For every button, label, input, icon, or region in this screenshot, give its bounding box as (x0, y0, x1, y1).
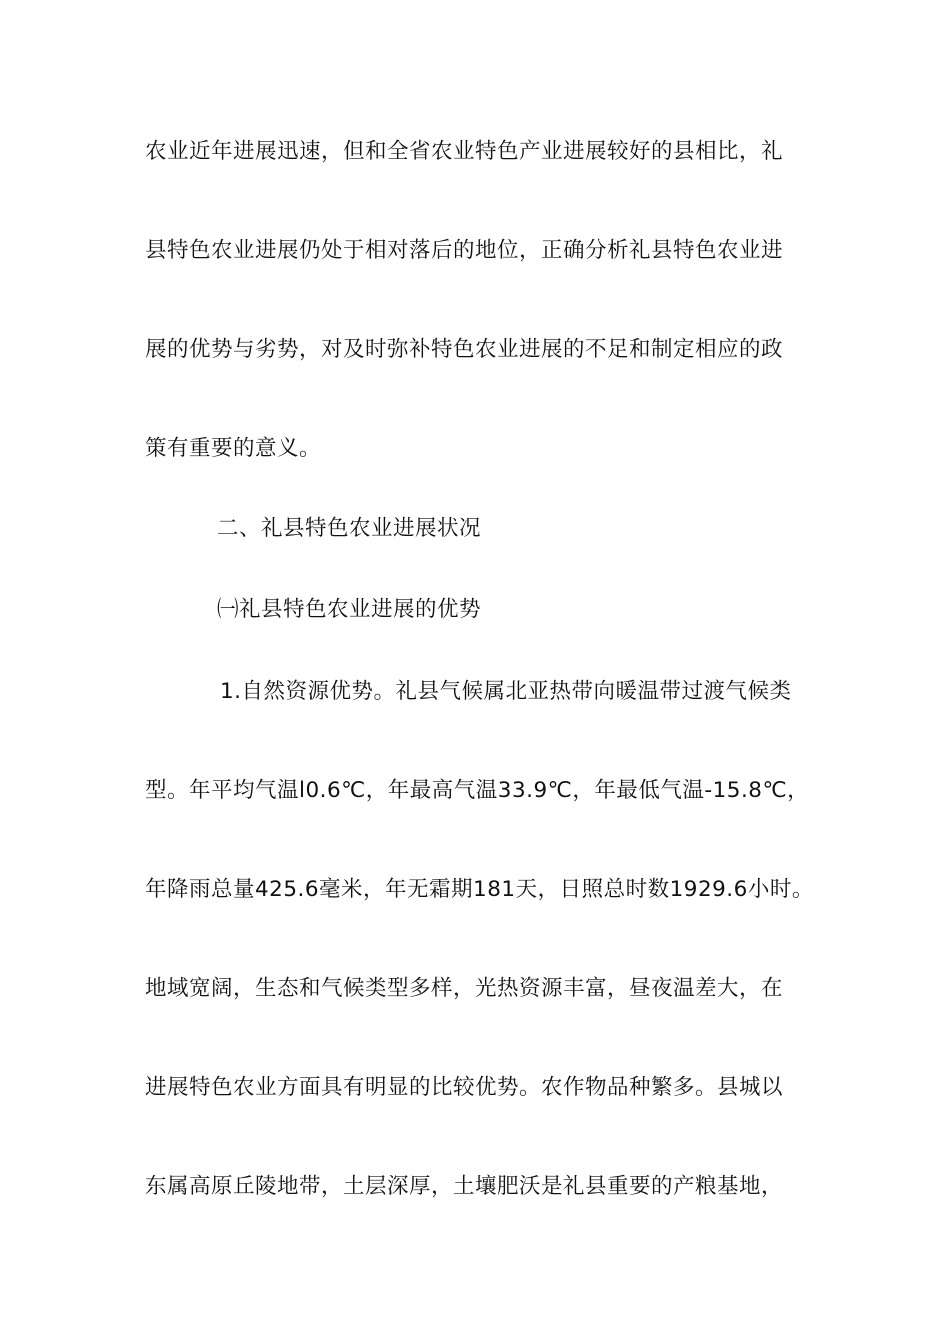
paragraph-line: 型。年平均气温l0.6℃，年最高气温33.9℃，年最低气温-15.8℃， (145, 778, 810, 803)
paragraph-line: 展的优势与劣势，对及时弥补特色农业进展的不足和制定相应的政 (145, 337, 784, 362)
paragraph-line: 地域宽阔，生态和气候类型多样，光热资源丰富，昼夜温差大，在 (145, 976, 784, 1001)
paragraph-line: 1.自然资源优势。礼县气候属北亚热带向暖温带过渡气候类 (220, 679, 792, 704)
paragraph-line: 县特色农业进展仍处于相对落后的地位，正确分析礼县特色农业进 (145, 238, 784, 263)
paragraph-line: 东属高原丘陵地带，土层深厚，土壤肥沃是礼县重要的产粮基地， (145, 1174, 784, 1199)
subsection-heading: ㈠礼县特色农业进展的优势 (217, 597, 482, 622)
section-heading: 二、礼县特色农业进展状况 (217, 516, 482, 541)
paragraph-line: 策有重要的意义。 (145, 436, 322, 461)
paragraph-line: 进展特色农业方面具有明显的比较优势。农作物品种繁多。县城以 (145, 1075, 784, 1100)
paragraph-line: 年降雨总量425.6毫米，年无霜期181天，日照总时数1929.6小时。 (145, 877, 814, 902)
paragraph-line: 农业近年进展迅速，但和全省农业特色产业进展较好的县相比，礼 (145, 139, 784, 164)
